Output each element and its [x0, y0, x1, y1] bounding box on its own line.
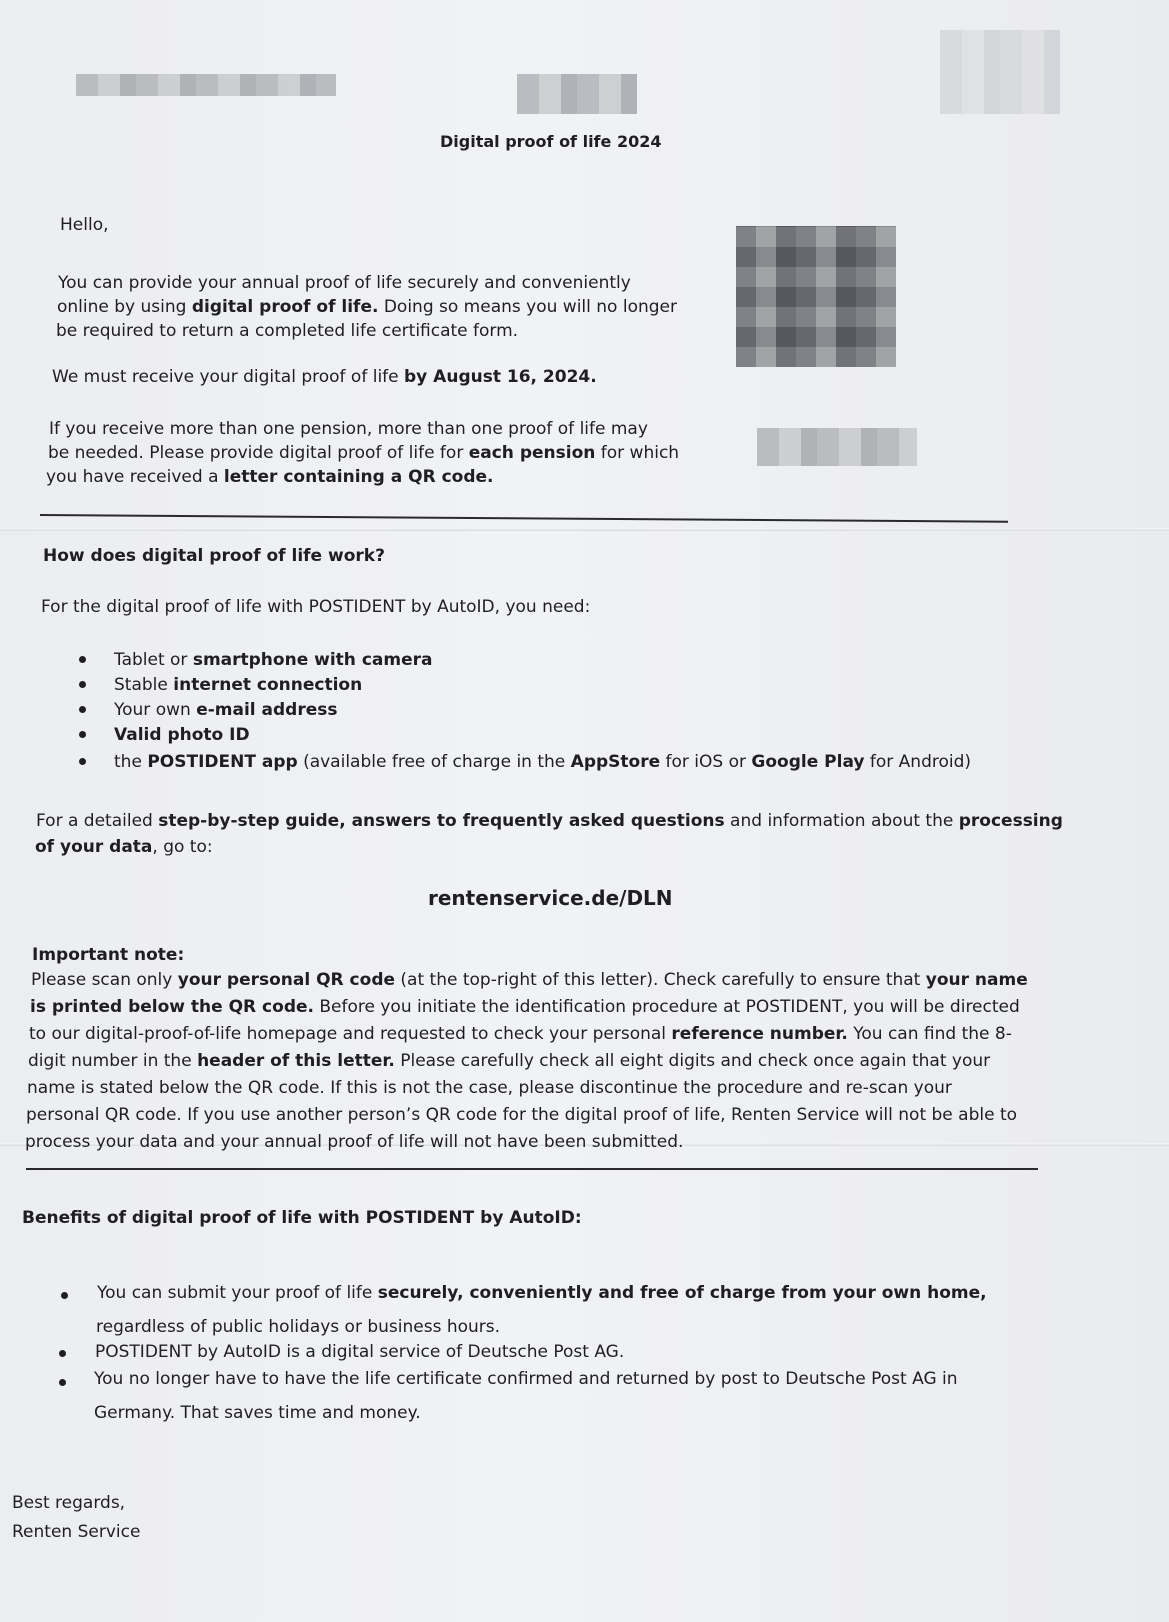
bullet [79, 758, 86, 765]
how-intro: For the digital proof of life with POSTIDENT by AutoID, you need: [41, 597, 591, 617]
requirement-item: Stable internet connection [114, 675, 363, 695]
benefit-item: POSTIDENT by AutoID is a digital service of Deutsche Post AG. [95, 1342, 625, 1362]
multiple-pensions-line: you have received a letter containing a QR code. [46, 467, 494, 487]
greeting: Hello, [60, 215, 109, 235]
closing-sender: Renten Service [12, 1522, 141, 1542]
section-divider [40, 514, 1008, 523]
requirement-item: Valid photo ID [114, 725, 250, 745]
bullet [79, 656, 86, 663]
note-heading: Important note: [32, 945, 185, 965]
redacted-address [76, 74, 336, 96]
bullet [79, 681, 86, 688]
bullet [59, 1379, 66, 1386]
redacted-reference [517, 74, 637, 114]
benefit-item-continued: regardless of public holidays or business hours. [96, 1317, 501, 1337]
note-line: digit number in the header of this letter. Please carefully check all eight digits and check once again that your [28, 1051, 991, 1071]
note-line: to our digital-proof-of-life homepage and requested to check your personal reference number. You can find the 8- [29, 1024, 1012, 1044]
redacted-header-right [940, 30, 1060, 114]
section-divider [26, 1168, 1038, 1170]
redacted-name [757, 428, 917, 466]
requirement-item: the POSTIDENT app (available free of charge in the AppStore for iOS or Google Play for Android) [114, 752, 972, 772]
guide-line: of your data, go to: [35, 837, 213, 857]
multiple-pensions-line: be needed. Please provide digital proof of life for each pension for which [48, 443, 680, 463]
note-line: process your data and your annual proof of life will not have been submitted. [25, 1132, 684, 1152]
letter-title: Digital proof of life 2024 [440, 132, 662, 151]
intro-line: online by using digital proof of life. Doing so means you will no longer [57, 297, 677, 317]
note-line: name is stated below the QR code. If this is not the case, please discontinue the procedure and re-scan your [27, 1078, 952, 1098]
multiple-pensions-line: If you receive more than one pension, more than one proof of life may [49, 419, 648, 439]
requirement-item: Your own e-mail address [114, 700, 338, 720]
bullet [79, 731, 86, 738]
requirement-item: Tablet or smartphone with camera [114, 650, 433, 670]
intro-line: be required to return a completed life certificate form. [56, 321, 519, 341]
how-heading: How does digital proof of life work? [43, 546, 385, 566]
bullet [59, 1350, 66, 1357]
bullet [61, 1292, 68, 1299]
benefits-heading: Benefits of digital proof of life with POSTIDENT by AutoID: [22, 1208, 582, 1228]
qr-code-redacted [736, 226, 896, 367]
note-line: Please scan only your personal QR code (at the top-right of this letter). Check carefully to ensure that your name [31, 970, 1028, 990]
intro-line: You can provide your annual proof of life securely and conveniently [58, 273, 631, 293]
closing-regards: Best regards, [12, 1493, 126, 1513]
guide-url: rentenservice.de/DLN [428, 886, 673, 910]
deadline: We must receive your digital proof of life by August 16, 2024. [52, 367, 597, 387]
note-line: personal QR code. If you use another person’s QR code for the digital proof of life, Renten Service will not be able to [26, 1105, 1018, 1125]
guide-line: For a detailed step-by-step guide, answers to frequently asked questions and information about the processing [36, 811, 1063, 831]
paper-fold [0, 528, 1169, 531]
benefit-item: You can submit your proof of life securely, conveniently and free of charge from your own home, [97, 1283, 987, 1303]
note-line: is printed below the QR code. Before you initiate the identification procedure at POSTIDENT, you will be directed [30, 997, 1020, 1017]
benefit-item: You no longer have to have the life certificate confirmed and returned by post to Deutsche Post AG in [94, 1369, 958, 1389]
benefit-item-continued: Germany. That saves time and money. [94, 1403, 421, 1423]
bullet [79, 706, 86, 713]
